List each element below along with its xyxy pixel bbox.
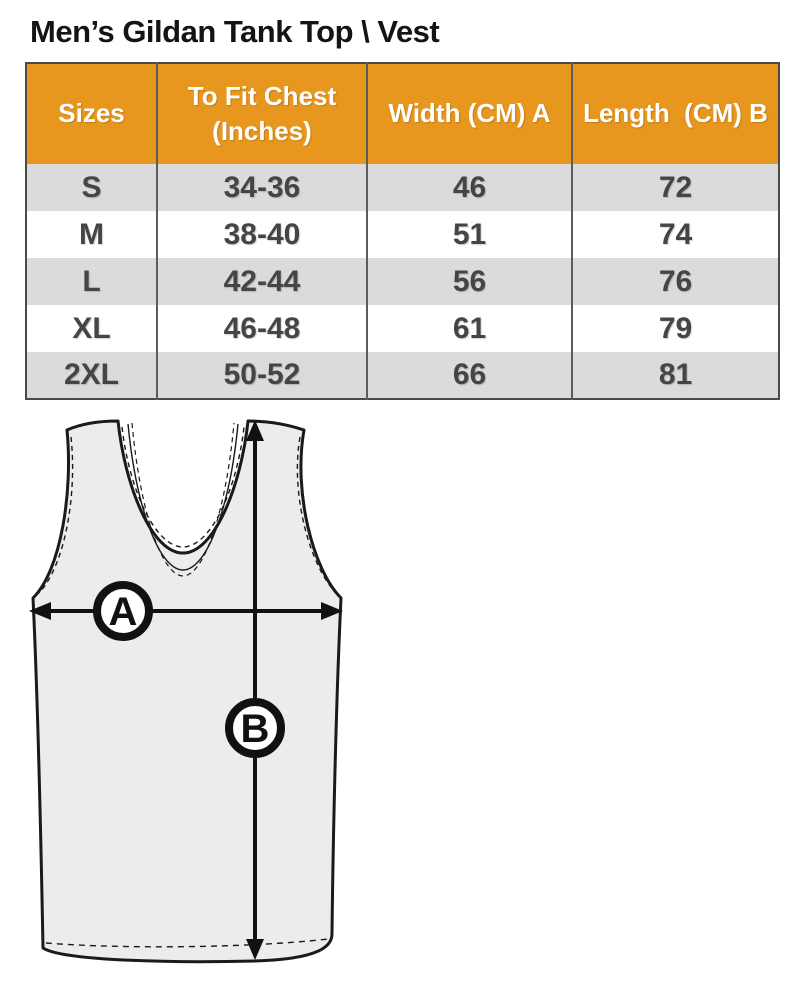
length-cell: 72 xyxy=(572,164,779,211)
width-cell: 56 xyxy=(367,258,572,305)
header-sizes: Sizes xyxy=(26,63,157,164)
size-chart-table xyxy=(25,62,780,400)
table-row xyxy=(26,164,779,211)
width-cell: 46 xyxy=(367,164,572,211)
table-row xyxy=(26,211,779,258)
header-row xyxy=(26,63,779,164)
table-row xyxy=(26,305,779,352)
tank-top-diagram xyxy=(25,412,350,972)
size-cell: L xyxy=(82,264,101,298)
width-cell: 51 xyxy=(367,211,572,258)
length-label-circle xyxy=(229,702,281,754)
chest-cell: 46-48 xyxy=(157,305,367,352)
size-cell: S xyxy=(81,170,102,204)
chest-cell: 42-44 xyxy=(157,258,367,305)
length-cell: 79 xyxy=(572,305,779,352)
length-cell: 76 xyxy=(572,258,779,305)
chest-cell: 38-40 xyxy=(157,211,367,258)
width-label: A xyxy=(108,590,138,634)
width-cell: 61 xyxy=(367,305,572,352)
table-row xyxy=(26,258,779,305)
table-row xyxy=(26,352,779,399)
size-cell: 2XL xyxy=(63,358,120,391)
chest-cell: 34-36 xyxy=(157,164,367,211)
size-cell: XL xyxy=(72,311,111,345)
width-cell: 66 xyxy=(367,352,572,399)
width-label-circle xyxy=(97,585,149,637)
header-width: Width (CM) A xyxy=(367,63,572,164)
page-title: Men’s Gildan Tank Top \ Vest xyxy=(30,14,440,49)
length-cell: 81 xyxy=(572,352,779,399)
header-chest: To Fit Chest (Inches) xyxy=(157,63,367,164)
chest-cell: 50-52 xyxy=(157,352,367,399)
size-cell: M xyxy=(79,217,104,251)
length-label: B xyxy=(240,707,270,751)
length-cell: 74 xyxy=(572,211,779,258)
header-length: Length (CM) B xyxy=(572,63,779,164)
tank-top-outline xyxy=(33,421,341,962)
